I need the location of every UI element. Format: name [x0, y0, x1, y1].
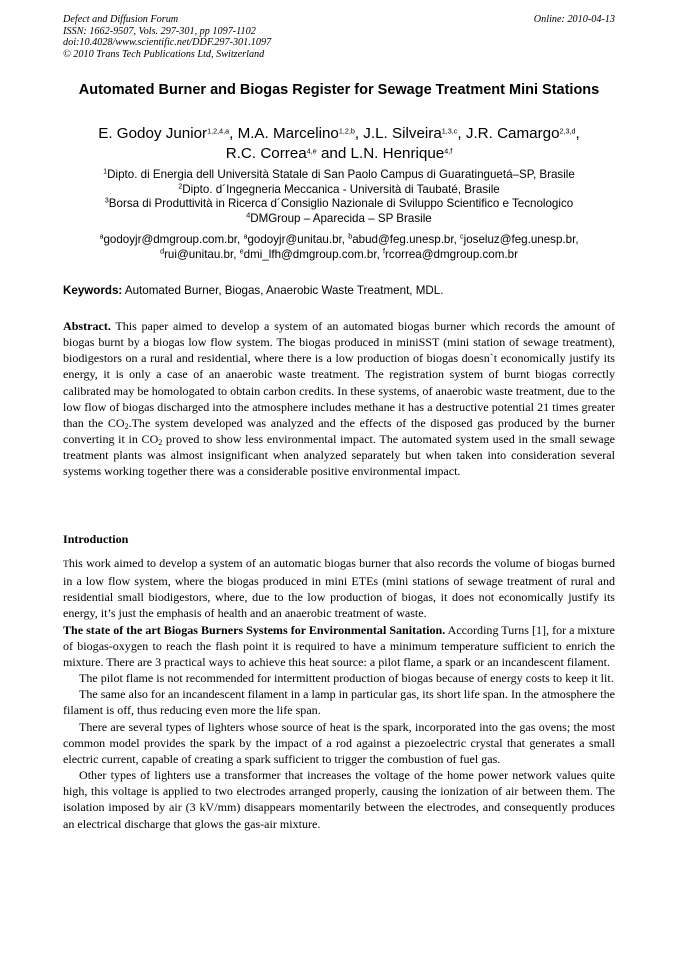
keywords-text: Automated Burner, Biogas, Anaerobic Waste Treatment, MDL.: [124, 284, 444, 297]
journal-header: [63, 14, 615, 60]
author-name: E. Godoy Junior: [98, 125, 208, 142]
paragraph-text: his work aimed to develop a system of an automatic biogas burner that also records the volume of biogas burned in a low flow system, where the biogas produced in mini ETEs (mini stations of sewage treatment of rural and residential small biodigestors, where, due to the low production of biogas, it does not economically justify its energy, it’s just the emphasis of health and an anaerobic treatment of waste.: [63, 556, 615, 621]
author-name: M.A. Marcelino: [237, 125, 339, 142]
affiliation-text: Borsa di Produttività in Ricerca d´Consiglio Nazionale di Sviluppo Scientifico e Tecnologico: [108, 197, 574, 211]
abstract-label: Abstract.: [63, 319, 111, 333]
keywords-label: Keywords:: [63, 284, 123, 297]
abstract-section: [63, 318, 615, 480]
affiliation-item: [50, 197, 628, 212]
abstract-text: proved to show less environmental impact. The automated system used in the small sewage treatment plants was almost insignificant when analyzed separately but when taken into consideration several systems working together there was a considerable positive environmental impact.: [63, 432, 615, 479]
email-mark: b: [348, 231, 353, 241]
affiliation-list: [50, 168, 628, 226]
email-mark: f: [383, 245, 386, 255]
email-separator: ,: [376, 247, 384, 261]
affiliation-item: [50, 180, 628, 198]
subscript: 2: [124, 421, 129, 431]
email-mark: d: [160, 245, 165, 255]
email-link[interactable]: godoyjr@unitau.br: [247, 233, 342, 246]
body-paragraph: The pilot flame is not recommended for intermittent production of biogas because of energy costs to keep it lit.: [79, 671, 614, 686]
author-affiliation-mark: 1,2,b: [338, 126, 355, 136]
author-separator: ,: [354, 125, 364, 142]
affiliation-item: [50, 212, 628, 227]
author-name: L.N. Henrique: [350, 144, 445, 162]
affiliation-mark: 3: [104, 195, 109, 205]
author-separator: ,: [575, 125, 580, 142]
email-mark: a: [99, 231, 104, 241]
email-separator: ,: [237, 233, 244, 246]
abstract-text: .The system developed was analyzed and the effects of the disposed gas produced by the burner converting it in CO: [63, 415, 615, 447]
subscript: 2: [158, 438, 163, 448]
author-separator: ,: [457, 125, 466, 142]
author-name: J.R. Camargo: [465, 125, 560, 142]
keywords-line: [63, 284, 615, 298]
drop-letter: T: [63, 560, 69, 570]
body-paragraph: [63, 555, 615, 622]
journal-name: Defect and Diffusion Forum: [63, 14, 179, 25]
author-affiliation-mark: 1,2,4,a: [207, 126, 230, 136]
affiliation-text: Dipto. di Energia dell Università Statale di San Paolo Campus di Guaratinguetá–SP, Brasile: [107, 168, 575, 181]
body-paragraph: [63, 622, 615, 670]
author-name: R.C. Correa: [225, 144, 307, 162]
doi-link[interactable]: doi:10.4028/www.scientific.net/DDF.297-301.1097: [63, 37, 272, 49]
author-name: J.L. Silveira: [363, 125, 442, 142]
author-affiliation-mark: 4,e: [306, 145, 317, 155]
affiliation-mark: 1: [103, 166, 108, 176]
email-mark: c: [460, 231, 464, 241]
email-link[interactable]: abud@feg.unesp.br: [352, 233, 454, 246]
author-affiliation-mark: 4,f: [444, 145, 453, 155]
email-separator: ,: [575, 233, 579, 246]
introduction-heading: Introduction: [63, 532, 129, 546]
email-link[interactable]: godoyjr@dmgroup.com.br: [103, 233, 238, 246]
body-paragraph: Other types of lighters use a transformer that increases the voltage of the home power network values quite high, this voltage is applied to two electrodes arranged properly, causing the ionization of air between them. The isolation imposed by air (3 kV/mm) disappears momentarily between the electrodes, and consequently produces an electrical discharge that glows the gas-air mixture.: [63, 768, 615, 831]
abstract-paragraph: [63, 318, 615, 480]
email-mark: a: [243, 231, 248, 241]
email-link[interactable]: rcorrea@dmgroup.com.br: [385, 247, 518, 261]
email-separator: ,: [341, 233, 349, 246]
email-list: [50, 233, 628, 262]
issn-line: ISSN: 1662-9507, Vols. 297-301, pp 1097-1102: [63, 25, 256, 37]
body-paragraph: There are several types of lighters whose source of heat is the spark, incorporated into the gas ovens; the most common model provides the spark by the impact of a rod against a piezoelectric crystal that generates a small electric current, capable of creating a spark sufficient to trigger the combustion of fuel gas.: [63, 719, 615, 766]
email-link[interactable]: joseluz@feg.unesp.br: [463, 233, 576, 246]
email-link[interactable]: rui@unitau.br: [164, 247, 234, 261]
affiliation-item: [50, 168, 628, 183]
copyright-line: © 2010 Trans Tech Publications Ltd, Switzerland: [63, 48, 265, 60]
author-list: [40, 124, 638, 163]
abstract-text: This paper aimed to develop a system of an automated biogas burner which records the amount of biogas burnt by a biogas low flow system. The biogas produced in miniSST (mini station of sewage treatment), biodigestors on a rural and residential, where there is a low production of biogas doesn`t economically justify its energy, it is only a case of an anaerobic waste treatment. The registration system of burnt biogas correctly calibrated may be homologated to obtain carbon credits. In these systems, of anaerobic waste treatment, due to the low flow of biogas discharged into the atmosphere includes methane it has a destructive potential 21 times greater than the CO: [63, 319, 615, 430]
email-link[interactable]: dmi_lfh@dmgroup.com.br: [243, 247, 377, 261]
subsection-heading: The state of the art Biogas Burners Systems for Environmental Sanitation.: [63, 622, 446, 637]
author-affiliation-mark: 2,3,d: [559, 126, 576, 136]
paper-title: Automated Burner and Biogas Register for Sewage Treatment Mini Stations: [78, 82, 600, 98]
introduction-section: [63, 555, 615, 832]
body-paragraph: The same also for an incandescent filament in a lamp in particular gas, its short life span. In the atmosphere the filament is off, thus reducing even more the life span.: [63, 687, 615, 718]
author-separator: and: [316, 144, 351, 162]
email-separator: ,: [233, 247, 240, 261]
online-date: Online: 2010-04-13: [533, 14, 615, 25]
author-affiliation-mark: 1,3,c: [441, 126, 458, 136]
affiliation-mark: 4: [246, 210, 251, 220]
author-separator: ,: [229, 125, 238, 142]
email-separator: ,: [453, 233, 461, 246]
affiliation-text: Dipto. d´Ingegneria Meccanica - Università di Taubaté, Brasile: [182, 182, 500, 196]
affiliation-mark: 2: [178, 180, 183, 190]
affiliation-text: DMGroup – Aparecida – SP Brasile: [250, 211, 432, 225]
email-mark: e: [239, 245, 244, 255]
paragraph-text: According Turns [1], for a mixture of biogas-oxygen to reach the flash point it is required to have a minimum temperature sufficient to enrich the mixture. There are 3 practical ways to achieve this heat source: a pilot flame, a spark or an incandescent filament.: [63, 622, 616, 669]
